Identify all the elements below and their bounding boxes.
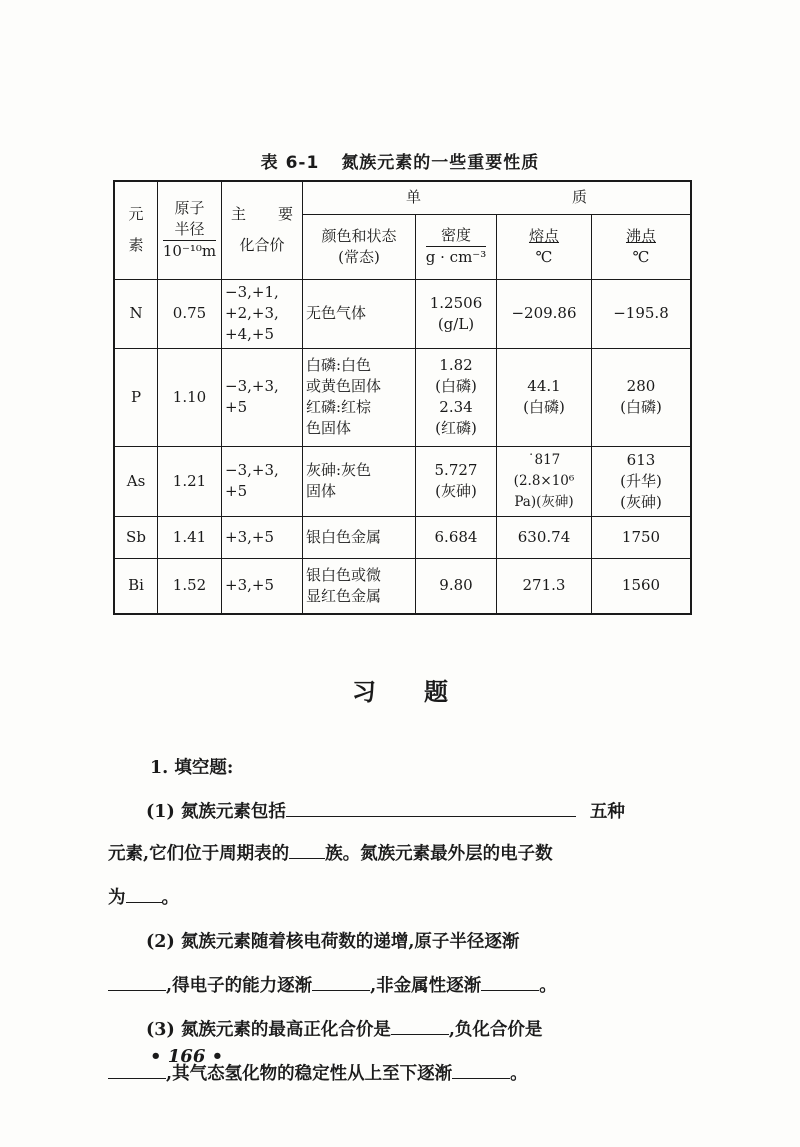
header-melting-point: 熔点 ℃: [497, 214, 592, 279]
nitrogen-group-properties-table: [113, 180, 692, 615]
cell-radius: 0.75: [158, 279, 222, 348]
cell-melting: −209.86: [497, 279, 592, 348]
cell-boiling: 280 (白磷): [592, 348, 692, 446]
cell-element: P: [114, 348, 158, 446]
table-title: 氮族元素的一些重要性质: [341, 153, 540, 173]
cell-state: 无色气体: [303, 279, 416, 348]
question-1-1: (1) 氮族元素包括 五种: [146, 802, 625, 822]
cell-melting: 44.1 (白磷): [497, 348, 592, 446]
cell-density: 9.80: [416, 558, 497, 614]
question-1-1-cont: 元素,它们位于周期表的 族。氮族元素最外层的电子数 为 。: [108, 844, 553, 908]
cell-density: 6.684: [416, 516, 497, 558]
answer-blank[interactable]: [391, 1018, 449, 1035]
cell-element: N: [114, 279, 158, 348]
cell-radius: 1.52: [158, 558, 222, 614]
cell-state: 白磷:白色 或黄色固体 红磷:红棕 色固体: [303, 348, 416, 446]
table-row-As: [114, 446, 691, 516]
cell-element: Bi: [114, 558, 158, 614]
cell-melting: 630.74: [497, 516, 592, 558]
cell-boiling: 1560: [592, 558, 692, 614]
cell-element: Sb: [114, 516, 158, 558]
cell-boiling: 1750: [592, 516, 692, 558]
table-number: 表 6-1: [260, 153, 320, 173]
cell-element: As: [114, 446, 158, 516]
table-caption: [0, 148, 800, 173]
header-boiling-point: 沸点 ℃: [592, 214, 692, 279]
question-1-title: 1. 填空题:: [150, 758, 234, 778]
question-1-3: (3) 氮族元素的最高正化合价是 ,负化合价是: [146, 1020, 543, 1040]
cell-density: 5.727 (灰砷): [416, 446, 497, 516]
question-1-2: (2) 氮族元素随着核电荷数的递增,原子半径逐渐: [146, 932, 520, 952]
answer-blank[interactable]: [481, 974, 539, 991]
cell-valence: −3,+3, +5: [222, 446, 303, 516]
header-element: 元 素: [114, 181, 158, 279]
cell-boiling: 613 (升华) (灰砷): [592, 446, 692, 516]
exercise-block: [108, 746, 686, 1096]
cell-radius: 1.10: [158, 348, 222, 446]
cell-valence: +3,+5: [222, 516, 303, 558]
question-1-3-cont: ,其气态氢化物的稳定性从上至下逐渐 。: [108, 1052, 686, 1096]
header-elemental-substance: 单 质: [303, 181, 692, 214]
answer-blank[interactable]: [108, 974, 166, 991]
question-1-2-cont: ,得电子的能力逐渐 ,非金属性逐渐 。: [108, 964, 686, 1008]
header-atomic-radius: 原子 半径 10⁻¹⁰m: [158, 181, 222, 279]
cell-melting: ˙817 (2.8×10⁶ Pa)(灰砷): [497, 446, 592, 516]
answer-blank[interactable]: [289, 842, 325, 859]
cell-valence: −3,+3, +5: [222, 348, 303, 446]
answer-blank[interactable]: [286, 800, 576, 817]
answer-blank[interactable]: [126, 886, 162, 903]
header-density: $\frac{\text{密度}}{\text{g · cm⁻³}}$: [416, 214, 497, 279]
cell-valence: +3,+5: [222, 558, 303, 614]
page-number: • 166 •: [150, 1046, 224, 1067]
table-row-Sb: [114, 516, 691, 558]
table-row-P: [114, 348, 691, 446]
cell-valence: −3,+1, +2,+3, +4,+5: [222, 279, 303, 348]
table-row-N: [114, 279, 691, 348]
answer-blank[interactable]: [312, 974, 370, 991]
cell-density: 1.2506 (g/L): [416, 279, 497, 348]
cell-melting: 271.3: [497, 558, 592, 614]
cell-state: 银白色或微 显红色金属: [303, 558, 416, 614]
header-color-state: 颜色和状态 (常态): [303, 214, 416, 279]
cell-state: 银白色金属: [303, 516, 416, 558]
cell-radius: 1.21: [158, 446, 222, 516]
cell-radius: 1.41: [158, 516, 222, 558]
header-main-valence: 主 要 化合价: [222, 181, 303, 279]
cell-density: 1.82 (白磷) 2.34 (红磷): [416, 348, 497, 446]
cell-state: 灰砷:灰色 固体: [303, 446, 416, 516]
answer-blank[interactable]: [452, 1062, 510, 1079]
exercises-heading: 习 题: [352, 678, 448, 706]
table-row-Bi: [114, 558, 691, 614]
cell-boiling: −195.8: [592, 279, 692, 348]
